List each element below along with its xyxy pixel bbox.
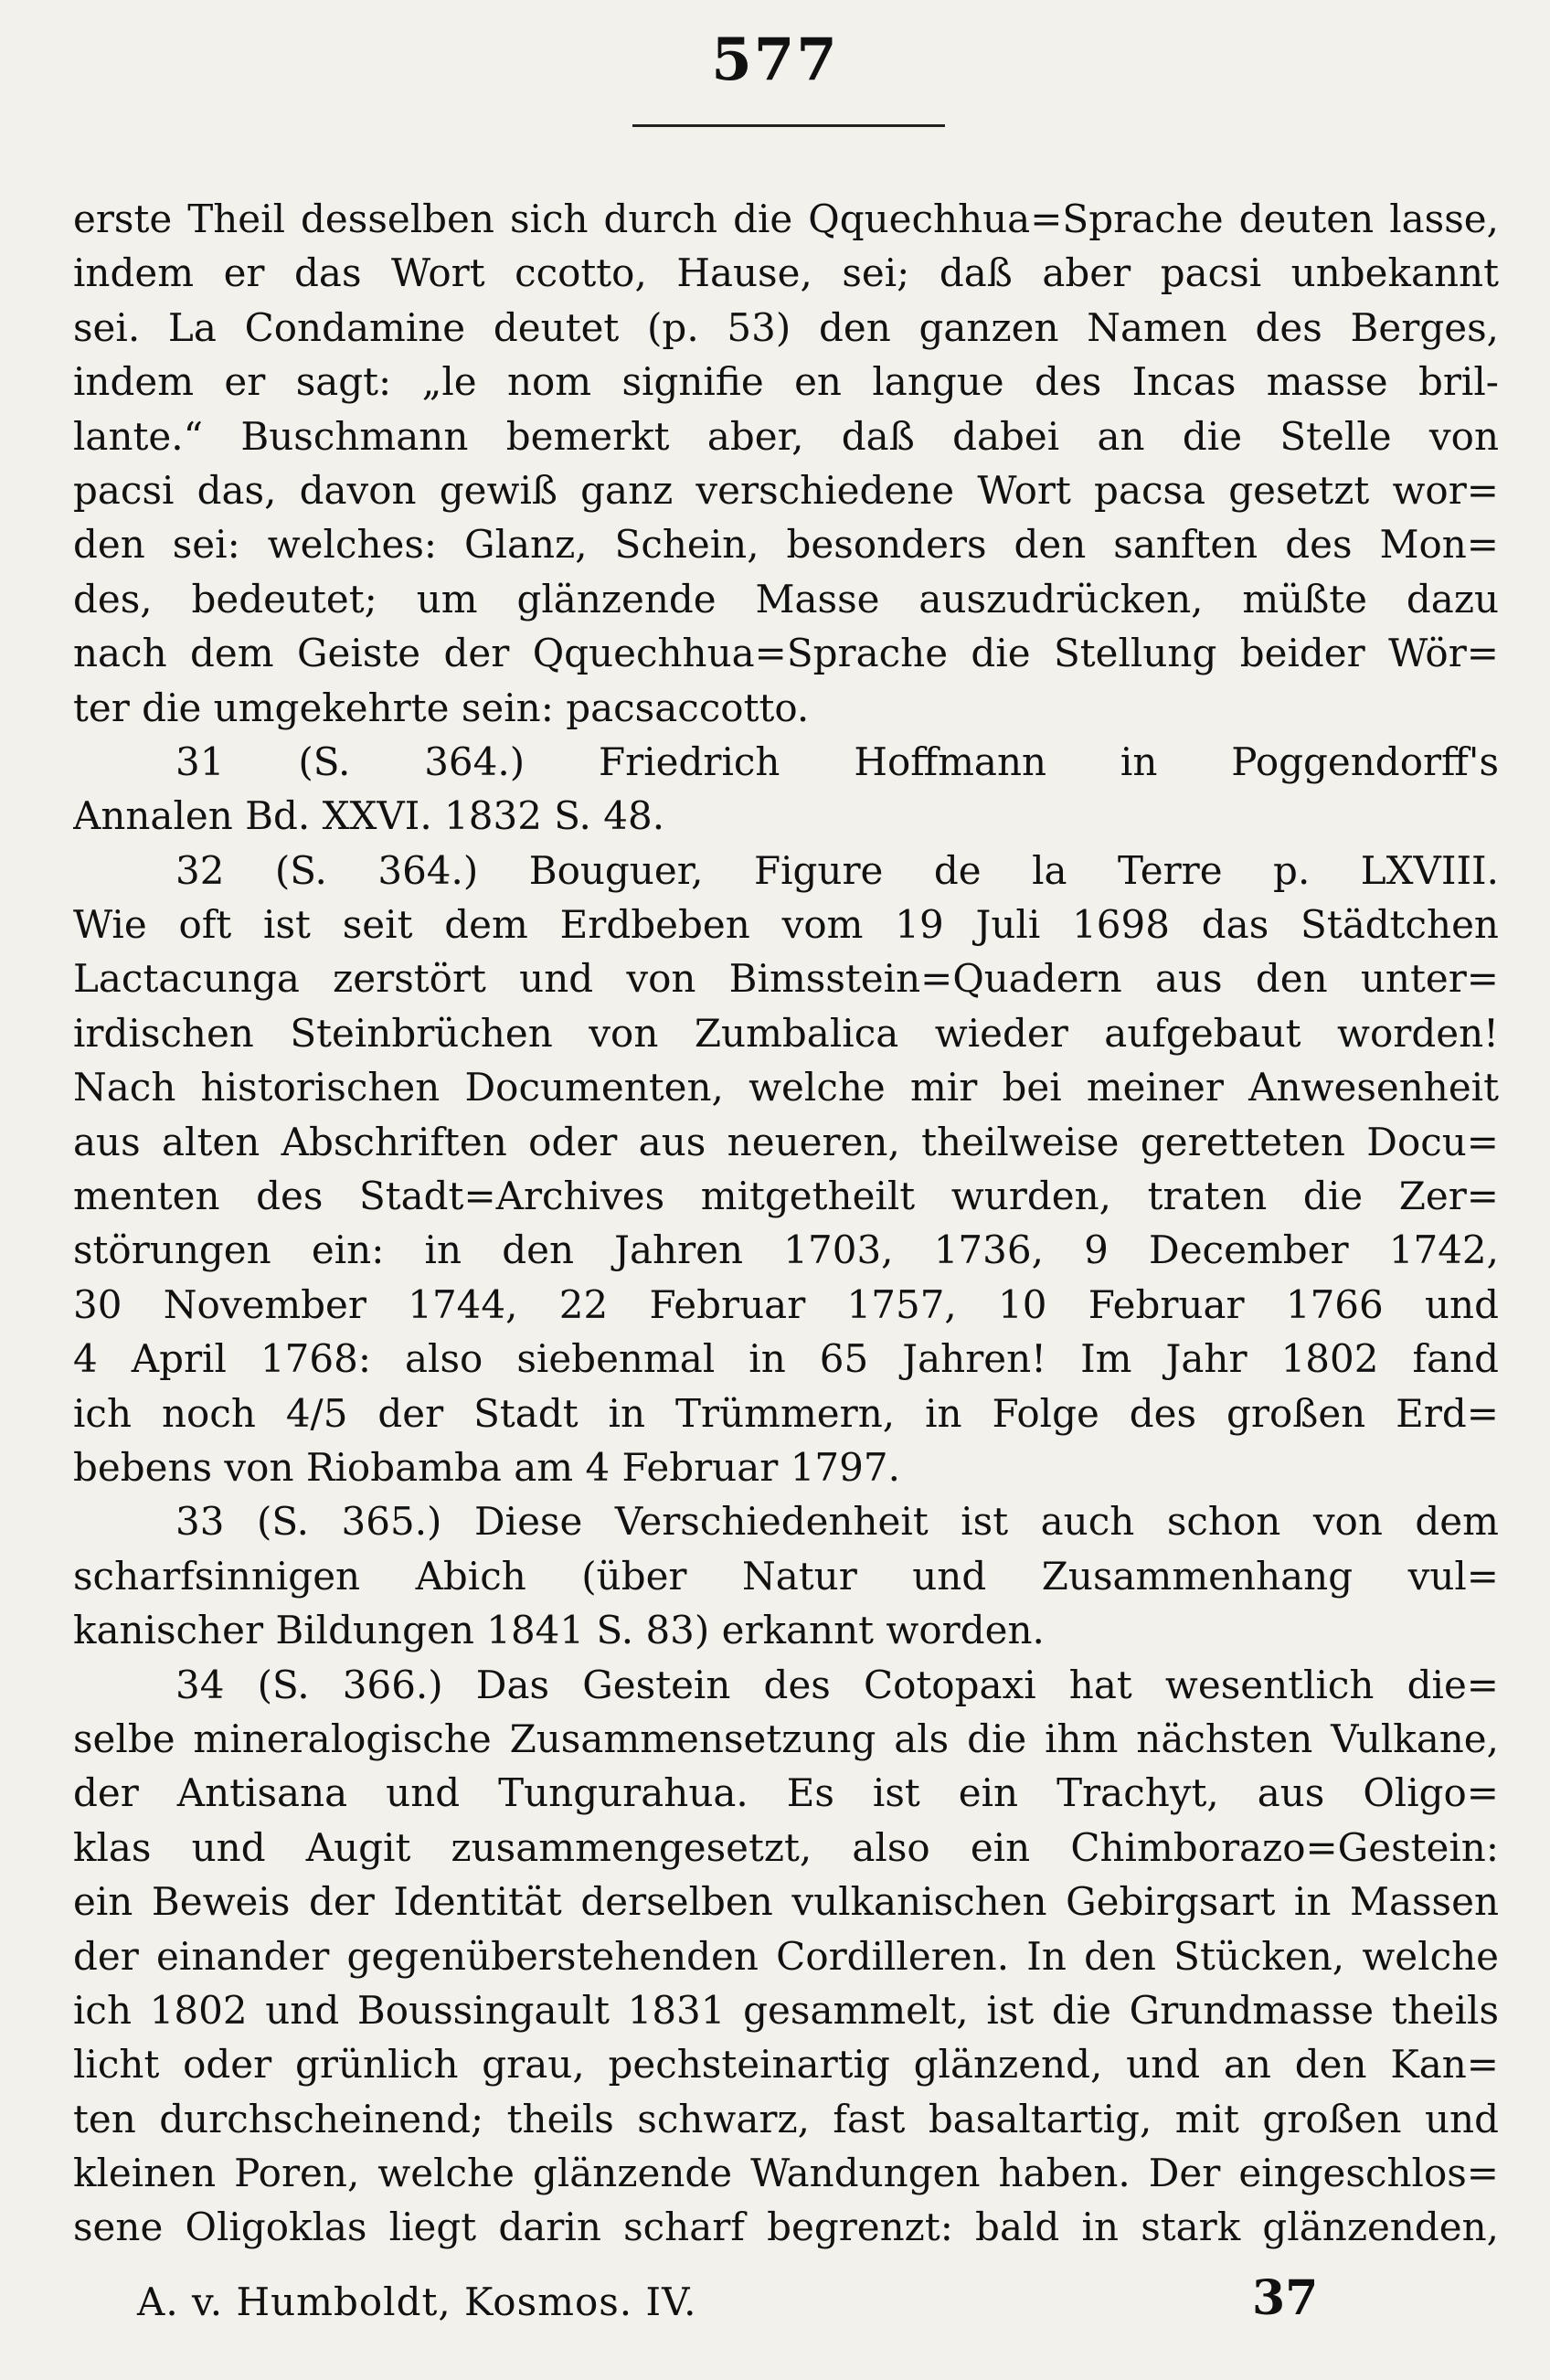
text-line: sei. La Condamine deutet (p. 53) den ganzen Namen des Berges, (73, 304, 1499, 350)
footnote-line: 34 (S. 366.) Das Gestein des Cotopaxi hat wesentlich die= (175, 1662, 1499, 1707)
text-line: der einander gegenüberstehenden Cordilleren. In den Stücken, welche (73, 1933, 1499, 1979)
text-line: Annalen Bd. XXVI. 1832 S. 48. (73, 793, 665, 839)
text-line: des, bedeutet; um glänzende Masse auszudrücken, müßte dazu (73, 576, 1499, 622)
footnote-line: 32 (S. 364.) Bouguer, Figure de la Terre p. LXVIII. (175, 847, 1499, 893)
text-line: 4 April 1768: also siebenmal in 65 Jahren! Im Jahr 1802 fand (73, 1336, 1499, 1382)
text-line: ten durchscheinend; theils schwarz, fast basaltartig, mit großen und (73, 2096, 1499, 2141)
footnote-line: 33 (S. 365.) Diese Verschiedenheit ist auch schon von dem (175, 1499, 1499, 1545)
text-line: licht oder grünlich grau, pechsteinartig glänzend, und an den Kan= (73, 2042, 1499, 2088)
text-line: der Antisana und Tungurahua. Es ist ein Trachyt, aus Oligo= (73, 1770, 1499, 1816)
text-line: bebens von Riobamba am 4 Februar 1797. (73, 1444, 900, 1490)
text-line: Lactacunga zerstört und von Bimsstein=Quadern aus den unter= (73, 956, 1499, 1002)
page-number: 577 (711, 26, 839, 94)
text-line: lante.“ Buschmann bemerkt aber, daß dabei an die Stelle von (73, 413, 1499, 459)
text-line: kleinen Poren, welche glänzende Wandungen haben. Der eingeschlos= (73, 2151, 1499, 2196)
text-line: Nach historischen Documenten, welche mir bei meiner Anwesenheit (73, 1065, 1499, 1110)
body-text (73, 192, 1499, 2255)
text-line: sene Oligoklas liegt darin scharf begrenzt: bald in stark glänzenden, (73, 2205, 1499, 2250)
text-line: nach dem Geiste der Qquechhua=Sprache die Stellung beider Wör= (73, 631, 1499, 676)
text-line: indem er das Wort ccotto, Hause, sei; daß aber pacsi unbekannt (73, 250, 1499, 296)
text-line: aus alten Abschriften oder aus neueren, theilweise geretteten Docu= (73, 1119, 1499, 1164)
text-line: ich 1802 und Boussingault 1831 gesammelt, ist die Grundmasse theils (73, 1987, 1499, 2033)
text-line: erste Theil desselben sich durch die Qquechhua=Sprache deuten lasse, (73, 197, 1499, 241)
text-line: menten des Stadt=Archives mitgetheilt wurden, traten die Zer= (73, 1174, 1499, 1219)
text-line: den sei: welches: Glanz, Schein, besonders den sanften des Mon= (73, 522, 1499, 568)
text-line: scharfsinnigen Abich (über Natur und Zusammenhang vul= (73, 1553, 1499, 1599)
footnote-line: 31 (S. 364.) Friedrich Hoffmann in Poggendorff's (175, 738, 1499, 784)
text-line: klas und Augit zusammengesetzt, also ein Chimborazo=Gestein: (73, 1824, 1499, 1870)
text-line: kanischer Bildungen 1841 S. 83) erkannt worden. (73, 1608, 1045, 1653)
text-line: störungen ein: in den Jahren 1703, 1736, 9 December 1742, (73, 1227, 1499, 1273)
text-line: ter die umgekehrte sein: pacsaccotto. (73, 685, 810, 730)
text-line: Wie oft ist seit dem Erdbeben vom 19 Juli 1698 das Städtchen (73, 902, 1499, 948)
text-line: ich noch 4/5 der Stadt in Trümmern, in Folge des großen Erd= (73, 1390, 1499, 1436)
footer-author: A. v. Humboldt, Kosmos. IV. (137, 2279, 697, 2324)
text-line: ein Beweis der Identität derselben vulkanischen Gebirgsart in Massen (73, 1879, 1499, 1925)
text-line: irdischen Steinbrüchen von Zumbalica wieder aufgebaut worden! (73, 1010, 1499, 1056)
signature-mark: 37 (1252, 2270, 1319, 2326)
text-line: 30 November 1744, 22 Februar 1757, 10 Februar 1766 und (73, 1281, 1499, 1327)
page-footer (73, 2270, 1499, 2334)
header-rule (632, 124, 945, 127)
text-line: selbe mineralogische Zusammensetzung als die ihm nächsten Vulkane, (73, 1716, 1499, 1761)
text-line: indem er sagt: „le nom signifie en langue des Incas masse bril- (73, 359, 1499, 405)
text-line: pacsi das, davon gewiß ganz verschiedene Wort pacsa gesetzt wor= (73, 467, 1499, 513)
